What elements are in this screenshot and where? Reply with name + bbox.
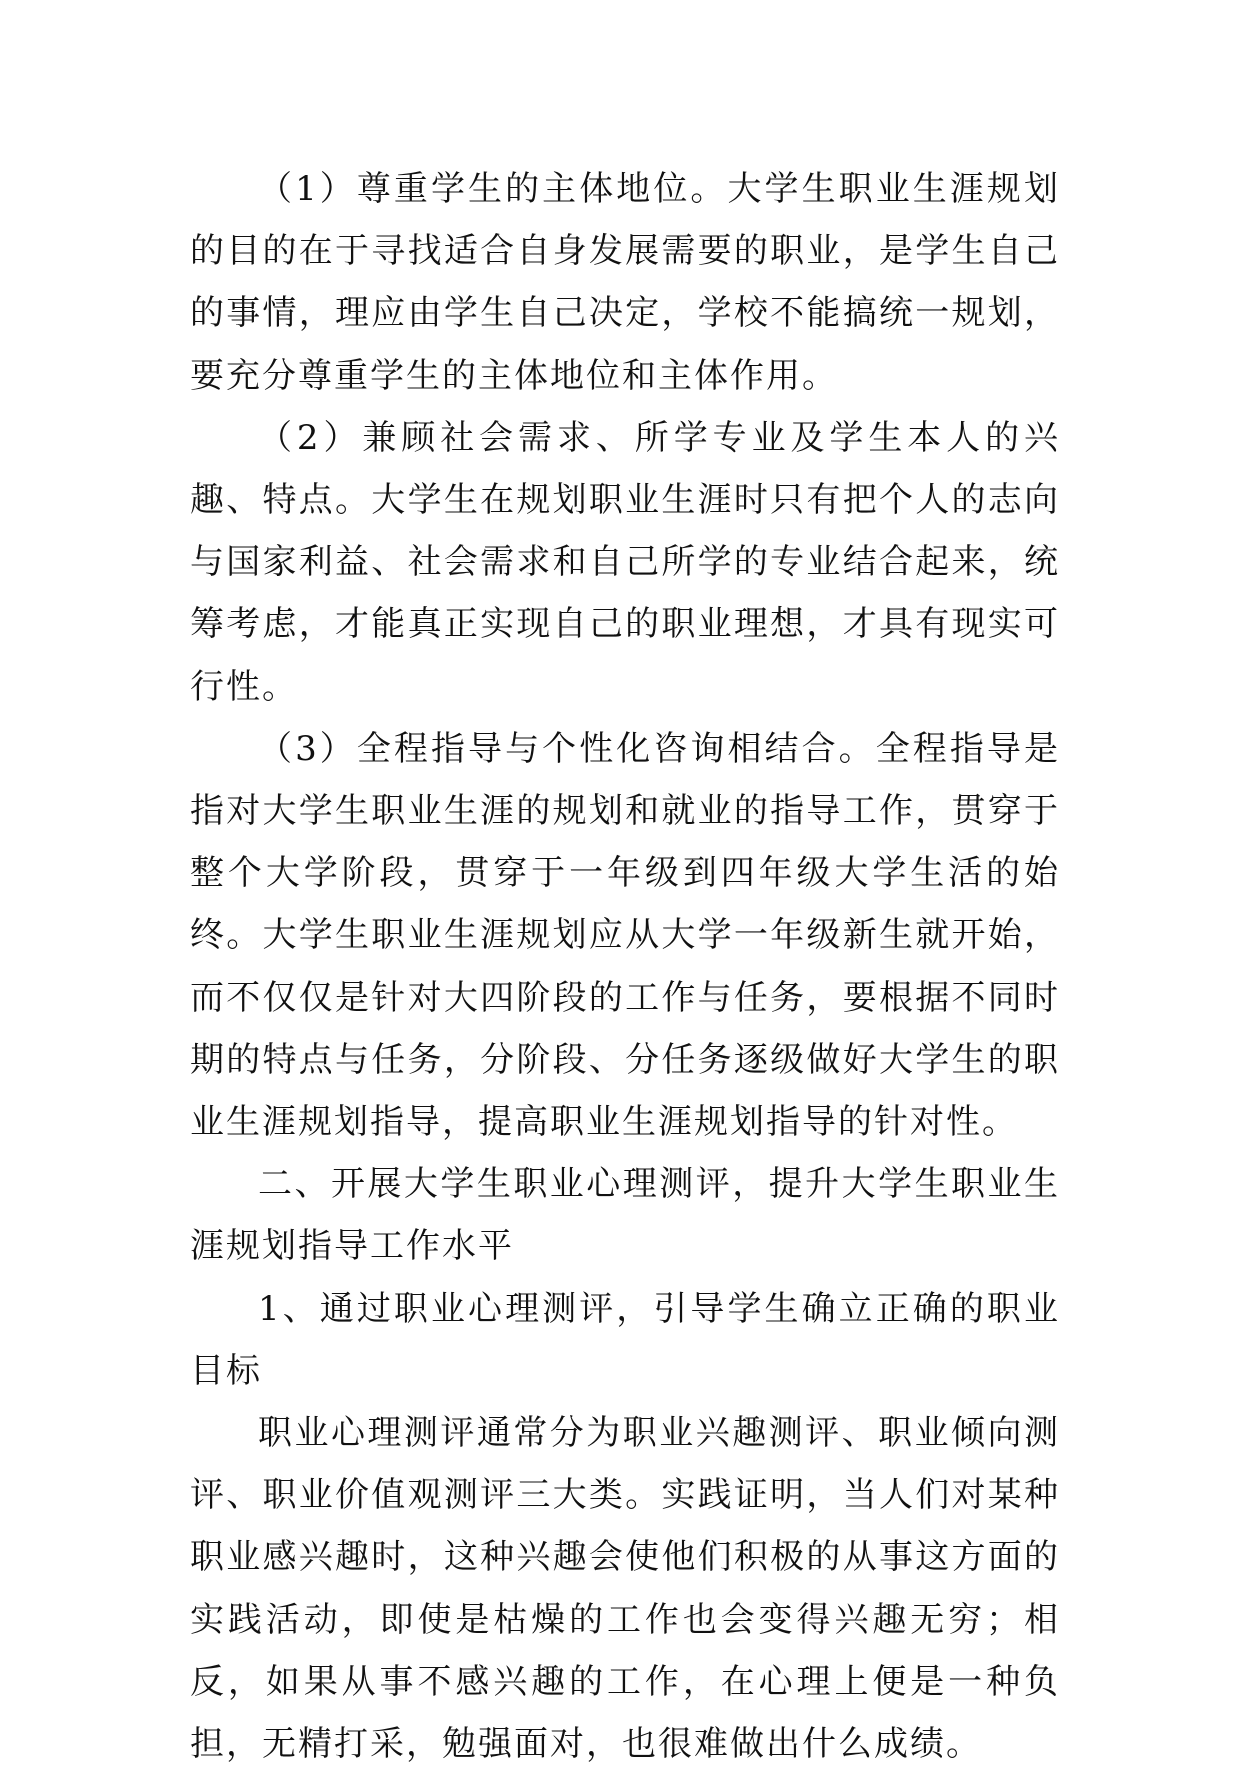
paragraph-principle-3: （3）全程指导与个性化咨询相结合。全程指导是指对大学生职业生涯的规划和就业的指导工作，贯穿于整个大学阶段，贯穿于一年级到四年级大学生活的始终。大学生职业生涯规划应从大学一年级新生就开始，而不仅仅是针对大四阶段的工作与任务，要根据不同时期的特点与任务，分阶段、分任务逐级做好大学生的职业生涯规划指导，提高职业生涯规划指导的针对性。 bbox=[190, 728, 1060, 1143]
paragraph-principle-2: （2）兼顾社会需求、所学专业及学生本人的兴趣、特点。大学生在规划职业生涯时只有把个人的志向与国家利益、社会需求和自己所学的专业结合起来，统筹考虑，才能真正实现自己的职业理想，才具有现实可行性。 bbox=[190, 417, 1060, 707]
paragraph-principle-1: （1）尊重学生的主体地位。大学生职业生涯规划的目的在于寻找适合自身发展需要的职业，是学生自己的事情，理应由学生自己决定，学校不能搞统一规划，要充分尊重学生的主体地位和主体作用。 bbox=[190, 169, 1060, 396]
section-heading-2: 二、开展大学生职业心理测评，提升大学生职业生涯规划指导工作水平 bbox=[190, 1164, 1060, 1267]
paragraph-assessment: 职业心理测评通常分为职业兴趣测评、职业倾向测评、职业价值观测评三大类。实践证明，当人们对某种职业感兴趣时，这种兴趣会使他们积极的从事这方面的实践活动，即使是枯燥的工作也会变得兴趣无穷；相反，如果从事不感兴趣的工作，在心理上便是一种负担，无精打采，勉强面对，也很难做出什么成绩。 bbox=[190, 1413, 1060, 1765]
subsection-heading-1: 1、通过职业心理测评，引导学生确立正确的职业目标 bbox=[190, 1288, 1060, 1391]
body-text bbox=[190, 158, 1060, 1775]
